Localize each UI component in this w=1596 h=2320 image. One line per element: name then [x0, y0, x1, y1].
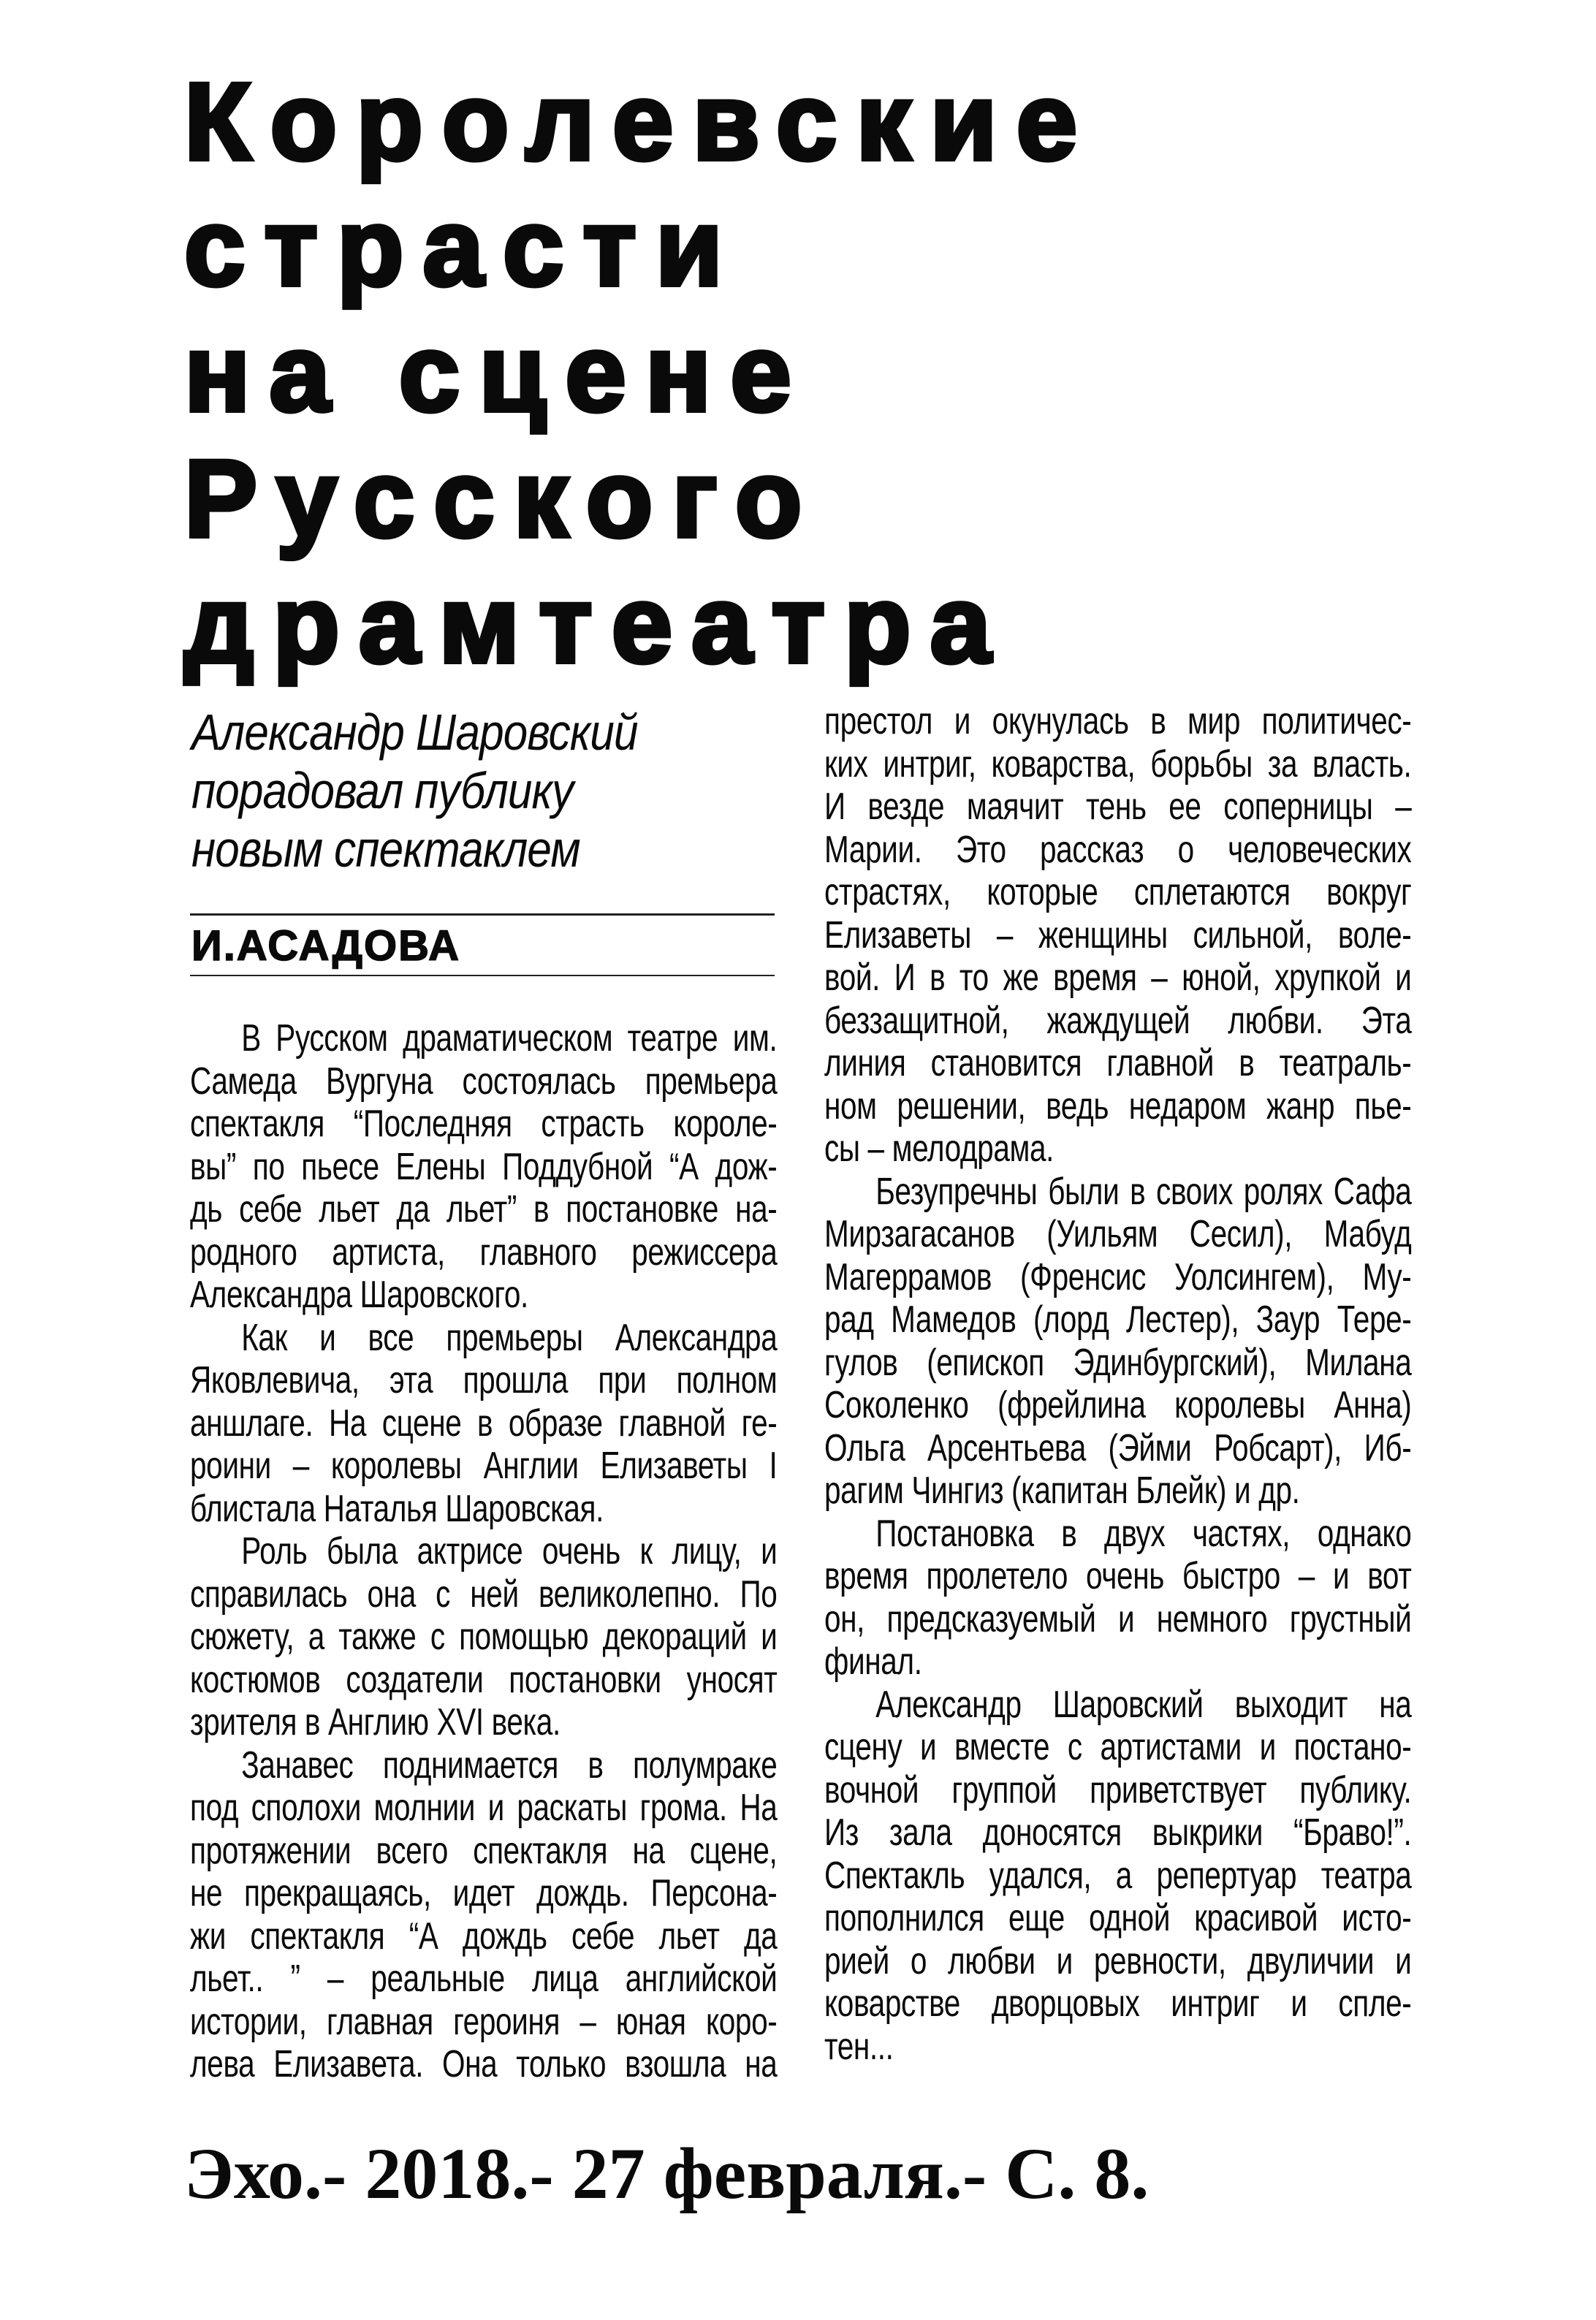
text-line: блистала Наталья Шаровская. — [190, 1487, 604, 1530]
subtitle-line: порадовал публику — [191, 762, 574, 819]
subtitle-line: новым спектаклем — [191, 821, 580, 878]
text-line: родного артиста, главного режиссера — [190, 1231, 778, 1274]
text-line: Магеррамов (Френсис Уолсингем), Му- — [824, 1255, 1412, 1298]
text-line: Занавес поднимается в полумраке — [241, 1743, 778, 1787]
text-line: время пролетело очень быстро – и вот — [824, 1555, 1412, 1597]
text-line: роини – королевы Англии Елизаветы I — [190, 1445, 778, 1487]
paragraph — [190, 1317, 778, 1531]
text-line: сы – мелодрама. — [824, 1127, 1054, 1170]
source-citation: Эхо.- 2018.- 27 февраля.- С. 8. — [184, 2133, 1150, 2214]
text-line: рад Мамедов (лорд Лестер), Заур Тере- — [824, 1298, 1412, 1341]
text-line: ких интриг, коварства, борьбы за власть. — [824, 742, 1412, 786]
text-line: гулов (епископ Эдинбургский), Милана — [824, 1341, 1412, 1384]
text-line: линия становится главной в театраль- — [824, 1042, 1412, 1084]
text-line: Как и все премьеры Александра — [241, 1316, 778, 1359]
text-line: аншлаге. На сцене в образе главной ге- — [190, 1401, 778, 1445]
text-line: тен... — [824, 2025, 894, 2068]
text-line: страстях, которые сплетаются вокруг — [824, 871, 1412, 913]
text-line: финал. — [824, 1640, 922, 1683]
text-line: И везде маячит тень ее соперницы – — [824, 786, 1412, 828]
text-line: льет.. ” – реальные лица английской — [190, 1958, 778, 2000]
paragraph — [824, 700, 1412, 1171]
subtitle-line: Александр Шаровский — [191, 704, 638, 761]
text-line: спектакля “Последняя страсть короле- — [190, 1103, 778, 1145]
text-line: рией о любви и ревности, двуличии и — [824, 1939, 1412, 1982]
text-line: престол и окунулась в мир политичес- — [824, 700, 1412, 742]
text-line: коварстве дворцовых интриг и спле- — [824, 1982, 1412, 2025]
text-line: истории, главная героиня – юная коро- — [190, 2000, 778, 2043]
headline-line: драмтеатра — [184, 563, 1011, 685]
text-line: жи спектакля “А дождь себе льет да — [190, 1914, 778, 1958]
article-subtitle — [191, 703, 710, 878]
text-line: вы” по пьесе Елены Поддубной “А дож- — [190, 1145, 778, 1188]
paragraph — [190, 1530, 778, 1744]
text-line: вочной группой приветствует публику. — [824, 1768, 1412, 1811]
paragraph — [824, 1171, 1412, 1513]
text-line: зрителя в Англию XVI века. — [190, 1701, 560, 1743]
text-line: Ольга Арсентьева (Эйми Робсарт), Иб- — [824, 1426, 1412, 1469]
headline-line: Королевские — [184, 60, 1097, 183]
text-line: Постановка в двух частях, однако — [875, 1512, 1412, 1555]
text-line: справилась она с ней великолепно. По — [190, 1572, 778, 1616]
text-line: протяжении всего спектакля на сцене, — [190, 1829, 778, 1872]
author-byline: И.АСАДОВА — [191, 922, 461, 970]
text-line: под сполохи молнии и раскаты грома. На — [190, 1787, 778, 1829]
text-line: Яковлевича, эта прошла при полном — [190, 1359, 778, 1401]
text-line: Спектакль удался, а репертуар театра — [824, 1854, 1412, 1897]
byline-rule-bottom — [190, 975, 775, 976]
text-line: беззащитной, жаждущей любви. Эта — [824, 999, 1412, 1042]
paragraph — [824, 1513, 1412, 1684]
text-line: В Русском драматическом театре им. — [241, 1017, 778, 1060]
text-line: он, предсказуемый и немного грустный — [824, 1597, 1412, 1640]
text-line: Марии. Это рассказ о человеческих — [824, 828, 1412, 871]
text-line: Александра Шаровского. — [190, 1274, 528, 1316]
article-headline — [184, 58, 1096, 687]
left-text-column — [190, 1017, 778, 2086]
text-line: лева Елизавета. Она только взошла на — [190, 2043, 778, 2085]
paragraph — [824, 1684, 1412, 2069]
text-line: Соколенко (фрейлина королевы Анна) — [824, 1384, 1412, 1426]
text-line: рагим Чингиз (капитан Блейк) и др. — [824, 1469, 1300, 1512]
text-line: Безупречны были в своих ролях Сафа — [875, 1170, 1412, 1213]
text-line: Елизаветы – женщины сильной, воле- — [824, 913, 1412, 956]
byline-rule-top — [190, 913, 775, 916]
headline-line: Русского — [184, 437, 821, 560]
text-line: вой. И в то же время – юной, хрупкой и — [824, 956, 1412, 999]
text-line: не прекращаясь, идет дождь. Персона- — [190, 1872, 778, 1914]
text-line: сцену и вместе с артистами и постано- — [824, 1726, 1412, 1768]
text-line: ном решении, ведь недаром жанр пье- — [824, 1084, 1412, 1127]
paragraph — [190, 1017, 778, 1317]
headline-line: на сцене — [184, 311, 810, 434]
text-line: Мирзагасанов (Уильям Сесил), Мабуд — [824, 1213, 1412, 1255]
text-line: Александр Шаровский выходит на — [875, 1683, 1412, 1726]
text-line: пополнился еще одной красивой исто- — [824, 1897, 1412, 1939]
paragraph — [190, 1744, 778, 2086]
text-line: сюжету, а также с помощью декораций и — [190, 1616, 778, 1658]
text-line: дь себе льет да льет” в постановке на- — [190, 1188, 778, 1231]
text-line: Из зала доносятся выкрики “Браво!”. — [824, 1811, 1412, 1854]
text-line: Роль была актрисе очень к лицу, и — [241, 1530, 778, 1572]
headline-line: страсти — [184, 186, 742, 308]
text-line: Самеда Вургуна состоялась премьера — [190, 1060, 778, 1103]
text-line: костюмов создатели постановки уносят — [190, 1658, 778, 1701]
right-text-column — [824, 700, 1412, 2068]
